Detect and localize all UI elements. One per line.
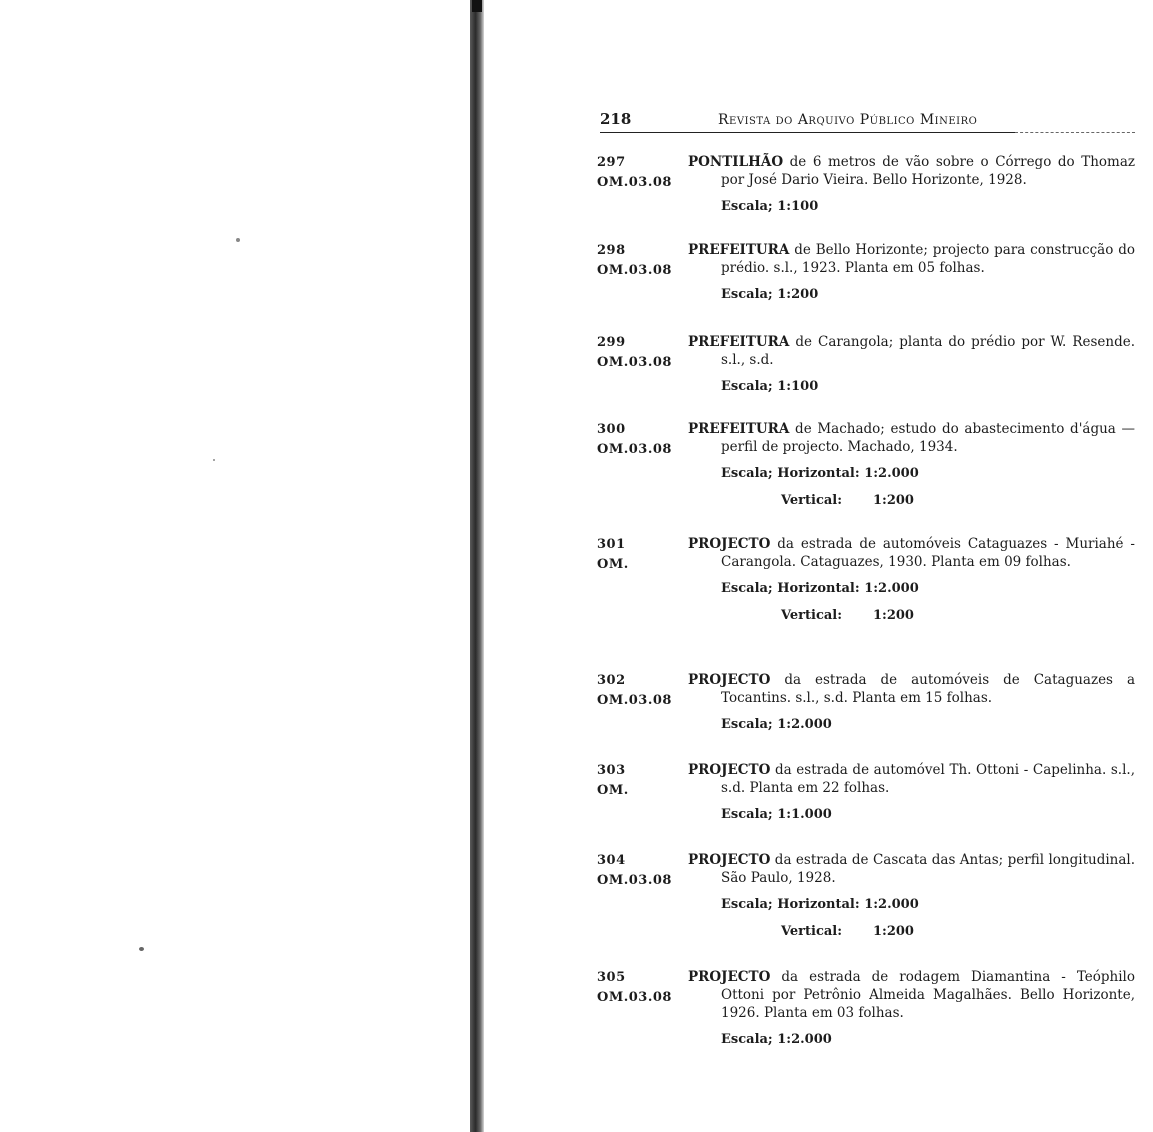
left-blank-page xyxy=(0,0,470,1132)
vertical-label: Vertical: xyxy=(781,924,843,939)
paper-speck xyxy=(213,459,215,461)
entry-scale: Escala; 1:2.000 xyxy=(721,1032,832,1047)
entry-vertical-scale xyxy=(781,492,1135,510)
entry-code: OM.03.08 xyxy=(597,263,672,278)
entry-number: 299 xyxy=(597,335,626,350)
entry-description xyxy=(688,851,1135,887)
entry-code: OM.03.08 xyxy=(597,355,672,370)
paper-speck xyxy=(236,238,240,242)
entry-scale: Escala; 1:100 xyxy=(721,199,819,214)
entry-number: 301 xyxy=(597,537,626,552)
entry-description xyxy=(688,241,1135,277)
entry-title: PROJECTO xyxy=(688,852,771,868)
entry-code: OM.03.08 xyxy=(597,990,672,1005)
entry-title: PROJECTO xyxy=(688,969,771,985)
entry-title: PREFEITURA xyxy=(688,242,790,258)
entry-title: PREFEITURA xyxy=(688,334,790,350)
entry-code: OM. xyxy=(597,557,629,572)
entry-title: PROJECTO xyxy=(688,762,771,778)
entry-description xyxy=(688,535,1135,571)
entry-text: de Carangola; planta do prédio por W. Resende. s.l., s.d. xyxy=(721,334,1136,368)
vertical-label: Vertical: xyxy=(781,493,843,508)
entry-description xyxy=(688,968,1135,1022)
entry-scale: Escala; Horizontal: 1:2.000 xyxy=(721,581,919,596)
entry-text: da estrada de rodagem Diamantina - Teóphilo Ottoni por Petrônio Almeida Magalhães. Bello Horizonte, 1926. Planta em 03 folhas. xyxy=(721,969,1136,1021)
vertical-label: Vertical: xyxy=(781,608,843,623)
entry-number: 300 xyxy=(597,422,626,437)
vertical-value: 1:200 xyxy=(873,924,914,939)
entry-scale: Escala; 1:200 xyxy=(721,287,819,302)
entry-title: PROJECTO xyxy=(688,536,771,552)
entry-description xyxy=(688,333,1135,369)
entry-code: OM.03.08 xyxy=(597,175,672,190)
entry-code: OM. xyxy=(597,783,629,798)
vertical-value: 1:200 xyxy=(873,493,914,508)
header-rule xyxy=(600,132,1015,133)
entry-text: de 6 metros de vão sobre o Córrego do Thomaz por José Dario Vieira. Bello Horizonte, 1928. xyxy=(721,154,1135,188)
entry-description xyxy=(688,671,1135,707)
entry-number: 305 xyxy=(597,970,626,985)
entry-number: 298 xyxy=(597,243,626,258)
entry-code: OM.03.08 xyxy=(597,693,672,708)
entry-text: da estrada de automóvel Th. Ottoni - Capelinha. s.l., s.d. Planta em 22 folhas. xyxy=(721,762,1136,796)
entry-title: PREFEITURA xyxy=(688,421,790,437)
entry-description xyxy=(688,761,1135,797)
entry-number: 302 xyxy=(597,673,626,688)
entry-code: OM.03.08 xyxy=(597,442,672,457)
entry-number: 304 xyxy=(597,853,626,868)
gutter-shadow xyxy=(472,0,482,12)
entry-vertical-scale xyxy=(781,923,1135,941)
entry-scale: Escala; 1:100 xyxy=(721,379,819,394)
entry-vertical-scale xyxy=(781,607,1135,625)
entry-text: de Bello Horizonte; projecto para construcção do prédio. s.l., 1923. Planta em 05 folhas. xyxy=(721,242,1135,276)
entry-code: OM.03.08 xyxy=(597,873,672,888)
running-head xyxy=(600,110,1140,136)
paper-speck xyxy=(139,947,144,951)
entry-text: da estrada de automóveis de Cataguazes a Tocantins. s.l., s.d. Planta em 15 folhas. xyxy=(721,672,1135,706)
journal-title: Revista do Arquivo Público Mineiro xyxy=(718,112,978,128)
entry-scale: Escala; 1:1.000 xyxy=(721,807,832,822)
book-spine-gutter xyxy=(470,0,484,1132)
header-rule-dashed xyxy=(1015,132,1135,133)
entry-text: de Machado; estudo do abastecimento d'água — perfil de projecto. Machado, 1934. xyxy=(721,421,1136,455)
entry-description xyxy=(688,420,1135,456)
entry-scale: Escala; Horizontal: 1:2.000 xyxy=(721,897,919,912)
page-number: 218 xyxy=(600,110,632,128)
entry-scale: Escala; Horizontal: 1:2.000 xyxy=(721,466,919,481)
entry-title: PROJECTO xyxy=(688,672,771,688)
entry-title: PONTILHÃO xyxy=(688,154,784,170)
vertical-value: 1:200 xyxy=(873,608,914,623)
entry-scale: Escala; 1:2.000 xyxy=(721,717,832,732)
entry-number: 303 xyxy=(597,763,626,778)
entry-description xyxy=(688,153,1135,189)
entry-number: 297 xyxy=(597,155,626,170)
entry-text: da estrada de Cascata das Antas; perfil longitudinal. São Paulo, 1928. xyxy=(721,852,1136,886)
entry-text: da estrada de automóveis Cataguazes - Muriahé - Carangola. Cataguazes, 1930. Planta em 09 folhas. xyxy=(721,536,1135,570)
